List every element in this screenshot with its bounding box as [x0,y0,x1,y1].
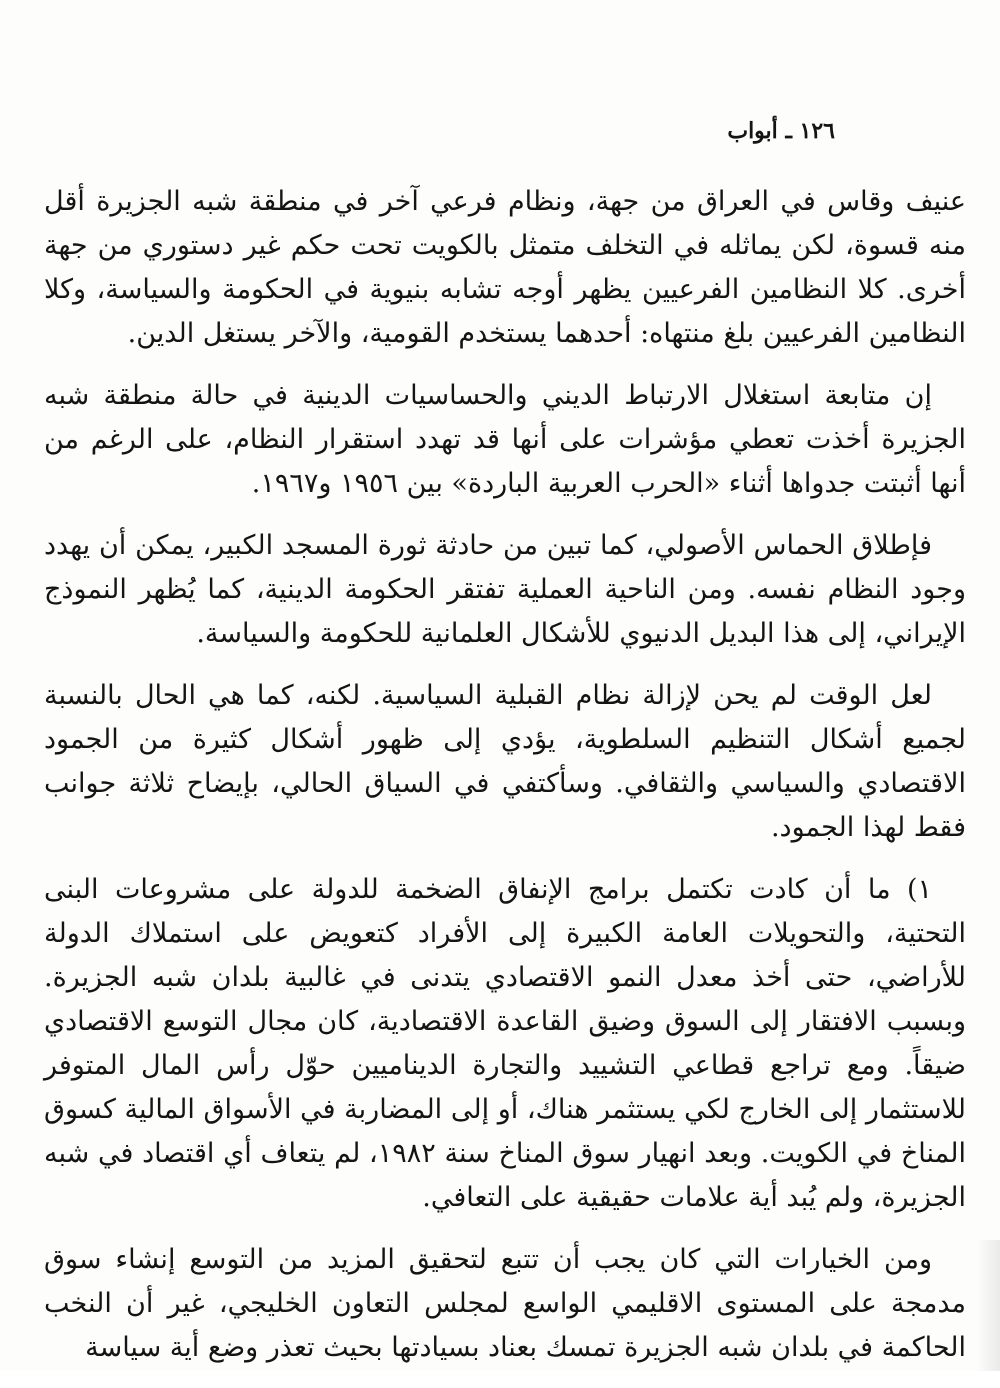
paragraph-2: إن متابعة استغلال الارتباط الديني والحساسيات الدينية في حالة منطقة شبه الجزيرة أخذت تعطي مؤشرات على أنها قد تهدد استقرار النظام، على الرغم من أنها أثبتت جدواها أثناء «الحرب العربية الباردة» بين ١٩٥٦ و١٩٦٧. [44,380,966,499]
page-edge-shadow [976,1240,1000,1371]
body-text [44,180,966,1388]
page-header: ١٢٦ ـ أبواب [727,118,835,144]
paragraph-4: لعل الوقت لم يحن لإزالة نظام القبلية السياسية. لكنه، كما هي الحال بالنسبة لجميع أشكال التنظيم السلطوية، يؤدي إلى ظهور أشكال كثيرة من الجمود الاقتصادي والسياسي والثقافي. وسأكتفي في السياق الحالي، بإيضاح ثلاثة جوانب فقط لهذا الجمود. [44,680,966,843]
paragraph-1: عنيف وقاس في العراق من جهة، ونظام فرعي آخر في منطقة شبه الجزيرة أقل منه قسوة، لكن يماثله في التخلف متمثل بالكويت تحت حكم غير دستوري من جهة أخرى. كلا النظامين الفرعيين يظهر أوجه تشابه بنيوية في الحكومة والسياسة، وكلا النظامين الفرعيين بلغ منتهاه: أحدهما يستخدم القومية، والآخر يستغل الدين. [44,186,966,349]
paragraph-5: ١) ما أن كادت تكتمل برامج الإنفاق الضخمة للدولة على مشروعات البنى التحتية، والتحويلات العامة الكبيرة إلى الأفراد كتعويض على استملاك الدولة للأراضي، حتى أخذ معدل النمو الاقتصادي يتدنى في غالبية بلدان شبه الجزيرة. وبسبب الافتقار إلى السوق وضيق القاعدة الاقتصادية، كان مجال التوسع الاقتصادي ضيقاً. ومع تراجع قطاعي التشييد والتجارة الديناميين حوّل رأس المال المتوفر للاستثمار إلى الخارج لكي يستثمر هناك، أو إلى المضاربة في الأسواق المالية كسوق المناخ في الكويت. وبعد انهيار سوق المناخ سنة ١٩٨٢، لم يتعاف أي اقتصاد في شبه الجزيرة، ولم يُبد أية علامات حقيقية على التعافي. [44,874,966,1213]
paragraph-3: فإطلاق الحماس الأصولي، كما تبين من حادثة ثورة المسجد الكبير، يمكن أن يهدد وجود النظام نفسه. ومن الناحية العملية تفتقر الحكومة الدينية، كما يُظهر النموذج الإيراني، إلى هذا البديل الدنيوي للأشكال العلمانية للحكومة والسياسة. [44,530,966,649]
paragraph-6: ومن الخيارات التي كان يجب أن تتبع لتحقيق المزيد من التوسع إنشاء سوق مدمجة على المستوى الاقليمي الواسع لمجلس التعاون الخليجي، غير أن النخب الحاكمة في بلدان شبه الجزيرة تمسك بعناد بسيادتها بحيث تعذر وضع أية سياسة [44,1244,966,1363]
